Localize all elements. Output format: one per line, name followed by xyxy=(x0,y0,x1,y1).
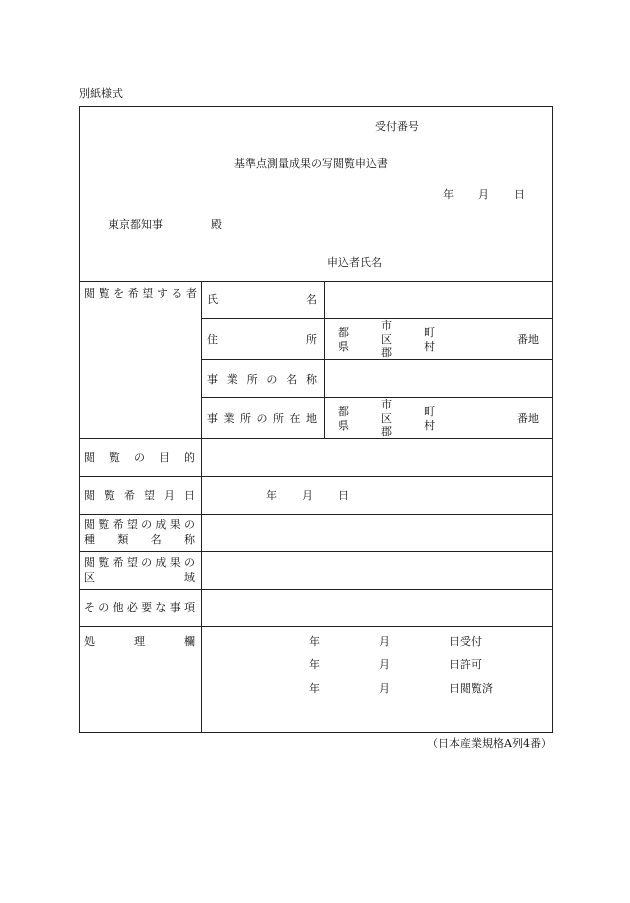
office-addr-mura: 村 xyxy=(424,419,435,432)
addr-shi: 市 xyxy=(381,319,392,332)
addr-mura: 村 xyxy=(424,340,435,353)
office-addr-ku: 区 xyxy=(381,412,392,425)
office-addr-to: 都 xyxy=(338,405,349,418)
date-month: 月 xyxy=(478,188,489,201)
result-type-label-line1: 閲 覧 希 望 の 成 果 の xyxy=(84,518,195,531)
divider-office-name xyxy=(201,397,553,398)
processing-status-3: 日閲覧済 xyxy=(449,682,493,695)
office-name-label: 事 業 所 の 名 称 xyxy=(207,373,317,386)
divider-name xyxy=(201,318,553,319)
processing-year-2: 年 xyxy=(309,658,320,671)
desired-day: 日 xyxy=(338,489,349,502)
divider-date xyxy=(79,514,553,515)
office-addr-ken: 県 xyxy=(338,419,349,432)
divider-sublabel-column xyxy=(324,281,325,438)
processing-month-1: 月 xyxy=(379,635,390,648)
divider-purpose xyxy=(79,476,553,477)
desired-month: 月 xyxy=(302,489,313,502)
divider-address xyxy=(201,359,553,360)
processing-status-2: 日許可 xyxy=(449,658,482,671)
form-label: 別紙様式 xyxy=(79,87,123,100)
honorific: 殿 xyxy=(211,218,222,231)
addr-ku: 区 xyxy=(381,333,392,346)
addressee: 東京都知事 xyxy=(108,218,163,231)
processing-year-1: 年 xyxy=(309,635,320,648)
addr-gun: 郡 xyxy=(381,346,392,359)
result-area-label-line1: 閲 覧 希 望 の 成 果 の xyxy=(84,556,195,569)
processing-label: 処 理 欄 xyxy=(84,635,195,648)
form-title: 基準点測量成果の写閲覧申込書 xyxy=(234,157,388,170)
divider-type xyxy=(79,551,553,552)
divider-other xyxy=(79,626,553,627)
date-day: 日 xyxy=(514,188,525,201)
desired-date-label: 閲 覧 希 望 月 日 xyxy=(84,489,195,502)
result-type-label-line2: 種 類 名 称 xyxy=(84,533,195,546)
divider-label-column xyxy=(201,281,202,733)
address-label: 住 所 xyxy=(207,333,317,346)
divider-area xyxy=(79,589,553,590)
processing-month-2: 月 xyxy=(379,658,390,671)
result-area-label-line2: 区 域 xyxy=(84,571,195,584)
applicant-name-label: 申込者氏名 xyxy=(327,256,382,269)
footer-note: （日本産業規格A列4番） xyxy=(427,737,552,750)
office-addr-shi: 市 xyxy=(381,398,392,411)
receipt-number-label: 受付番号 xyxy=(375,120,419,133)
office-addr-gun: 郡 xyxy=(381,425,392,438)
processing-status-1: 日受付 xyxy=(449,635,482,648)
addr-banchi: 番地 xyxy=(517,333,539,346)
office-address-label: 事 業 所 の 所 在 地 xyxy=(207,412,317,425)
office-addr-machi: 町 xyxy=(424,405,435,418)
date-year: 年 xyxy=(443,188,454,201)
desired-year: 年 xyxy=(266,489,277,502)
divider-header xyxy=(79,281,553,282)
addr-machi: 町 xyxy=(424,326,435,339)
addr-to: 都 xyxy=(338,326,349,339)
name-label: 氏 名 xyxy=(207,293,317,306)
other-items-label: そ の 他 必 要 な 事 項 xyxy=(84,601,195,614)
addr-ken: 県 xyxy=(338,340,349,353)
applicant-section-label: 閲 覧 を 希 望 す る 者 xyxy=(84,287,197,300)
purpose-label: 閲 覧 の 目 的 xyxy=(84,451,195,464)
office-addr-banchi: 番地 xyxy=(517,412,539,425)
processing-month-3: 月 xyxy=(379,682,390,695)
processing-year-3: 年 xyxy=(309,682,320,695)
divider-applicant xyxy=(79,438,553,439)
